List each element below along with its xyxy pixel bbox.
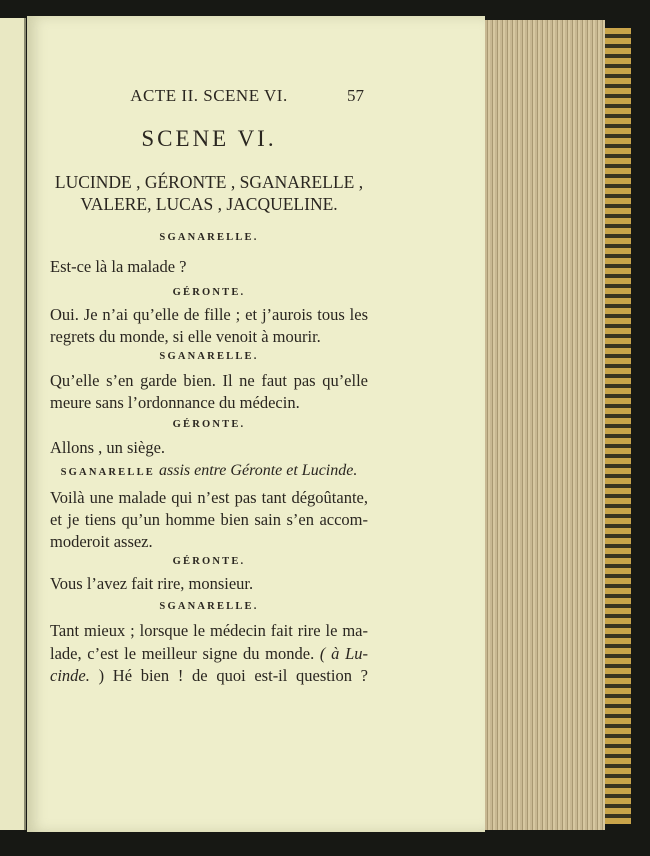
book-spine-gilt — [605, 28, 631, 824]
speaker-name: GÉRONTE. — [172, 419, 246, 430]
facing-page-edge — [0, 18, 26, 830]
stage-direction: assis entre Géronte et Lucinde. — [159, 462, 358, 479]
scene-title: SCENE VI. — [141, 126, 277, 151]
dialogue-line: meure sans l’ordonnance du médecin. — [50, 393, 300, 412]
dialogue-line: Voilà une malade qui n’est pas tant dégoûtante, — [50, 488, 368, 507]
dialogue-line: Vous l’avez fait rire, monsieur. — [50, 574, 254, 593]
dialogue-line: regrets du monde, si elle venoit à mourir. — [50, 327, 321, 346]
running-title: ACTE II. SCENE VI. — [130, 86, 288, 105]
character-list-line: LUCINDE , GÉRONTE , SGANARELLE , — [54, 172, 364, 192]
page-number: 57 — [347, 86, 364, 105]
stage-direction: cinde. — [50, 666, 90, 685]
speaker-name: SGANARELLE. — [159, 232, 259, 243]
character-list-line: VALERE, LUCAS , JACQUELINE. — [80, 194, 338, 214]
dialogue-line: Allons , un siège. — [50, 438, 166, 457]
dialogue-line — [50, 644, 368, 664]
speaker-name: SGANARELLE. — [159, 601, 259, 612]
dialogue-line: moderoit assez. — [50, 532, 153, 551]
dialogue-text: lade, c’est le meilleur signe du monde. — [50, 644, 315, 663]
dialogue-text: ) Hé bien ! de quoi est-il question ? — [98, 666, 369, 685]
dialogue-line: Qu’elle s’en garde bien. Il ne faut pas qu’elle — [50, 371, 368, 390]
dialogue-line — [50, 666, 368, 686]
stage-direction: ( à Lu- — [319, 644, 368, 663]
speaker-name: GÉRONTE. — [172, 287, 246, 298]
dialogue-line: Est-ce là la malade ? — [50, 257, 187, 276]
dialogue-line: Tant mieux ; lorsque le médecin fait rire le ma- — [50, 621, 368, 640]
stage-direction-line — [50, 462, 368, 480]
dialogue-line: et je tiens qu’un homme bien sain s’en accom- — [50, 510, 368, 529]
dialogue-line: Oui. Je n’ai qu’elle de fille ; et j’aurois tous les — [50, 305, 368, 324]
speaker-name: SGANARELLE — [60, 467, 155, 478]
page-edges — [485, 20, 605, 830]
speaker-name: SGANARELLE. — [159, 351, 259, 362]
speaker-name: GÉRONTE. — [172, 556, 246, 567]
